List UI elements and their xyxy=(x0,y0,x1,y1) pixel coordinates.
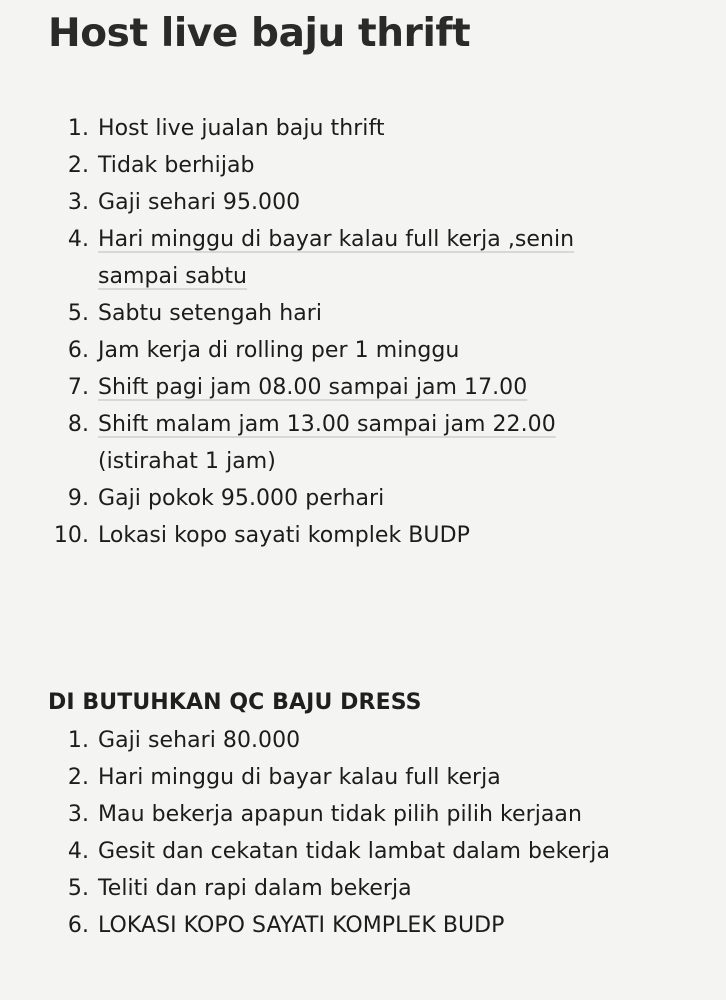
list-number: 4. xyxy=(67,227,89,252)
qc-requirements-list xyxy=(0,722,700,944)
text-line: LOKASI KOPO SAYATI KOMPLEK BUDP xyxy=(98,913,505,938)
list-item-5 xyxy=(0,870,700,907)
list-item-text xyxy=(98,517,470,554)
text-line: Shift pagi jam 08.00 sampai jam 17.00 xyxy=(98,375,528,400)
list-item-9 xyxy=(0,480,700,517)
text-line: Sabtu setengah hari xyxy=(98,301,322,326)
list-item-4 xyxy=(0,833,700,870)
list-item-6 xyxy=(0,332,700,369)
qc-section-heading: DI BUTUHKAN QC BAJU DRESS xyxy=(48,690,422,715)
list-item-text xyxy=(98,110,385,147)
list-item-5 xyxy=(0,295,700,332)
list-item-text xyxy=(98,870,412,907)
list-number: 2. xyxy=(67,153,89,178)
list-item-text xyxy=(98,833,610,870)
text-line: Shift malam jam 13.00 sampai jam 22.00 xyxy=(98,412,556,437)
list-number: 5. xyxy=(67,301,89,326)
list-item-10 xyxy=(0,517,700,554)
list-item-text xyxy=(98,184,300,221)
list-number: 6. xyxy=(67,338,89,363)
list-number: 7. xyxy=(67,375,89,400)
text-line: Gaji sehari 80.000 xyxy=(98,728,301,753)
list-item-3 xyxy=(0,796,700,833)
text-line: sampai sabtu xyxy=(98,264,248,289)
list-item-text xyxy=(98,907,504,944)
list-item-text xyxy=(98,369,527,406)
text-line: Mau bekerja apapun tidak pilih pilih kerjaan xyxy=(98,802,582,827)
host-live-requirements-list xyxy=(0,110,700,554)
text-line: Teliti dan rapi dalam bekerja xyxy=(98,876,412,901)
list-number: 4. xyxy=(67,839,89,864)
list-item-text xyxy=(98,759,501,796)
text-line: Lokasi kopo sayati komplek BUDP xyxy=(98,523,470,548)
text-line: Host live jualan baju thrift xyxy=(98,116,385,141)
text-line: Jam kerja di rolling per 1 minggu xyxy=(98,338,460,363)
list-item-text xyxy=(98,406,556,480)
list-item-text xyxy=(98,295,322,332)
list-number: 5. xyxy=(67,876,89,901)
list-item-6 xyxy=(0,907,700,944)
list-item-7 xyxy=(0,369,700,406)
list-item-3 xyxy=(0,184,700,221)
text-line: Tidak berhijab xyxy=(98,153,255,178)
text-line: Hari minggu di bayar kalau full kerja ,senin xyxy=(98,227,575,252)
list-item-8 xyxy=(0,406,700,480)
list-number: 3. xyxy=(67,190,89,215)
list-number: 1. xyxy=(67,728,89,753)
list-item-4 xyxy=(0,221,700,295)
list-item-text xyxy=(98,480,384,517)
list-item-1 xyxy=(0,110,700,147)
text-line: (istirahat 1 jam) xyxy=(98,449,276,474)
list-item-2 xyxy=(0,147,700,184)
list-number: 3. xyxy=(67,802,89,827)
page-title: Host live baju thrift xyxy=(48,11,471,56)
list-item-text xyxy=(98,796,582,833)
list-item-text xyxy=(98,147,255,184)
list-item-1 xyxy=(0,722,700,759)
list-number: 6. xyxy=(67,913,89,938)
list-item-text xyxy=(98,221,574,295)
text-line: Hari minggu di bayar kalau full kerja xyxy=(98,765,501,790)
list-item-text xyxy=(98,332,459,369)
list-number: 10. xyxy=(53,523,89,548)
list-item-2 xyxy=(0,759,700,796)
text-line: Gaji pokok 95.000 perhari xyxy=(98,486,385,511)
list-number: 8. xyxy=(67,412,89,437)
text-line: Gesit dan cekatan tidak lambat dalam bekerja xyxy=(98,839,610,864)
text-line: Gaji sehari 95.000 xyxy=(98,190,301,215)
list-item-text xyxy=(98,722,300,759)
list-number: 9. xyxy=(67,486,89,511)
list-number: 2. xyxy=(67,765,89,790)
list-number: 1. xyxy=(67,116,89,141)
